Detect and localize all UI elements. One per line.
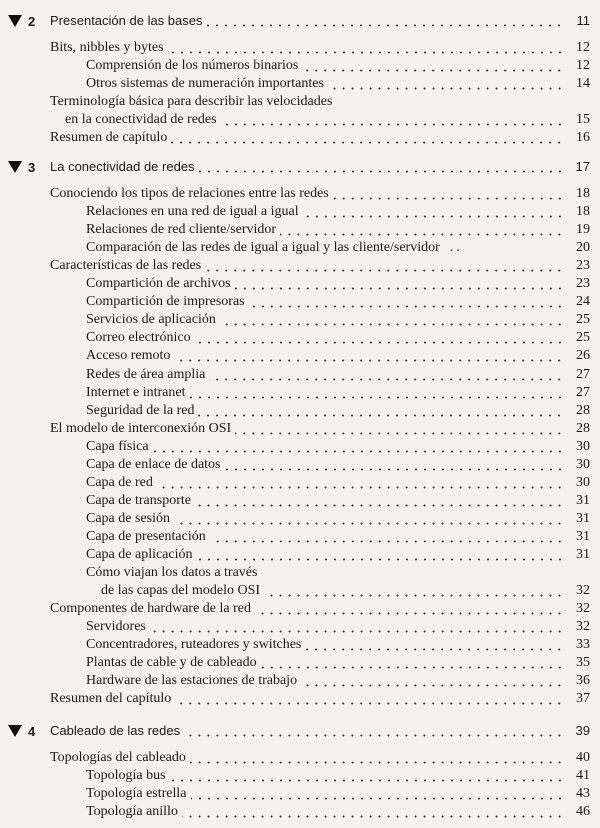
toc-subsection-entry [86, 239, 590, 257]
toc-subsection-entry-page-number: 31 [576, 528, 590, 544]
toc-subsection-entry-page-number: 23 [576, 276, 590, 292]
toc-subsection-entry-page-number: 27 [576, 384, 590, 400]
toc-subsection-entry [86, 510, 590, 528]
toc-subsection-entry-text: Compartición de impresoras [86, 294, 245, 310]
toc-section-entry-text: Componentes de hardware de la red [50, 601, 251, 617]
toc-subsection-entry [86, 366, 590, 384]
toc-section-entry-page-number: 37 [576, 691, 590, 707]
toc-subsection-entry [86, 546, 590, 564]
toc-subsection-entry-text: Plantas de cable y de cableado [86, 655, 257, 671]
chapter-title-row [50, 158, 590, 176]
toc-subsection-entry-text: Hardware de las estaciones de trabajo [86, 673, 298, 689]
toc-section-entry-text: en la conectividad de redes [65, 112, 217, 128]
toc-section-entry-text: Conociendo los tipos de relaciones entre las redes [50, 186, 329, 201]
toc-subsection-entry-text: Acceso remoto [86, 348, 171, 364]
toc-subsection-entry-leader-dots [198, 403, 564, 417]
toc-section-entry-text: Resumen del capítulo [50, 691, 172, 707]
toc-section-entry-text: Topologías del cableado [50, 750, 186, 765]
toc-subsection-entry-text: Internet e intranet [86, 384, 186, 400]
toc-subsection-entry [86, 221, 590, 239]
toc-subsection-entry-page-number: 25 [576, 312, 590, 328]
toc-subsection-entry [86, 311, 590, 329]
toc-subsection-entry-text: Topología estrella [86, 786, 187, 802]
toc-subsection-entry-leader-dots [210, 529, 564, 543]
toc-subsection-entry-text: Capa de aplicación [86, 547, 193, 562]
chapter-title-row-page-number: 17 [575, 159, 590, 174]
toc-subsection-entry-text: Compartición de archivos [86, 276, 231, 292]
toc-subsection-entry [86, 528, 590, 546]
toc-subsection-entry-page-number: 32 [576, 619, 590, 635]
toc-subsection-entry-leader-dots [150, 619, 564, 633]
toc-section-entry-page-number: 28 [576, 420, 590, 436]
toc-subsection-entry-leader-dots [302, 58, 564, 72]
toc-subsection-entry-leader-dots [197, 547, 564, 561]
chapter-number: 3 [28, 160, 36, 175]
toc-subsection-entry-page-number: 31 [576, 510, 590, 526]
toc-subsection-entry-page-number: 27 [576, 366, 590, 382]
toc-subsection-entry-page-number: 26 [576, 348, 590, 364]
toc-subsection-entry-text: Correo electrónico [86, 330, 191, 346]
toc-subsection-entry-leader-dots [153, 439, 564, 453]
toc-subsection-entry-leader-dots [191, 786, 565, 800]
toc-subsection-entry-first-line: Cómo viajan los datos a través [86, 565, 258, 581]
toc-section-entry-text: Bits, nibbles y bytes [50, 40, 164, 55]
toc-subsection-entry-text: Comprensión de los números binarios [86, 58, 299, 74]
toc-subsection-entry-leader-dots [249, 294, 564, 308]
toc-subsection-entry-text: Otros sistemas de numeración importantes [86, 76, 324, 92]
toc-subsection-entry [86, 767, 590, 785]
triangle-down-icon [8, 161, 22, 173]
toc-subsection-entry-text: Relaciones de red cliente/servidor [86, 222, 277, 238]
toc-subsection-entry-text: Topología anillo [86, 804, 178, 820]
toc-subsection-entry-page-number: 30 [576, 438, 590, 454]
toc-section-entry [50, 749, 590, 767]
toc-subsection-entry-text: Seguridad de la red [86, 402, 195, 418]
toc-section-entry-leader-dots [190, 750, 564, 764]
toc-subsection-entry-page-number: 20 [576, 240, 590, 256]
chapter-title-row [50, 12, 590, 30]
toc-subsection-entry-page-number: 32 [576, 583, 590, 599]
toc-section-entry [50, 129, 590, 147]
toc-subsection-entry-text: Relaciones en una red de igual a igual [86, 204, 299, 220]
toc-subsection-entry-text: Capa física [86, 438, 149, 454]
toc-subsection-entry-leader-dots [328, 76, 564, 90]
toc-section-entry-leader-dots [175, 691, 564, 705]
toc-subsection-entry-leader-dots [261, 655, 564, 669]
chapter-title-row-page-number: 11 [576, 13, 590, 28]
toc-section-entry-leader-dots [171, 130, 564, 144]
toc-subsection-entry-leader-dots [280, 222, 564, 236]
toc-subsection-entry-text: Capa de enlace de datos [86, 456, 221, 472]
toc-section-entry-leader-dots [235, 421, 564, 435]
toc-section-entry-first-line: Terminología básica para describir las velocidades [50, 94, 333, 110]
toc-subsection-entry-leader-dots [209, 367, 564, 381]
triangle-down-icon [8, 725, 22, 737]
chapter-title-row-leader-dots [184, 723, 564, 737]
toc-section-entry [50, 690, 590, 708]
toc-subsection-entry-page-number: 43 [576, 786, 590, 802]
toc-subsection-entry [86, 456, 590, 474]
toc-subsection-entry [86, 654, 590, 672]
toc-section-entry-leader-dots [255, 601, 564, 615]
toc-subsection-entry-text: Capa de presentación [86, 528, 206, 544]
toc-subsection-entry [86, 75, 590, 93]
toc-subsection-entry [86, 636, 590, 654]
toc-section-entry-page-number: 40 [576, 750, 590, 765]
toc-section-entry-page-number: 16 [576, 130, 590, 146]
toc-subsection-entry-leader-dots [305, 637, 564, 651]
toc-subsection-entry-text: de las capas del modelo OSI [101, 583, 261, 599]
toc-subsection-entry [86, 293, 590, 311]
triangle-down-icon [8, 15, 22, 27]
toc-subsection-entry-leader-dots [174, 511, 564, 525]
toc-section-entry [65, 111, 590, 129]
chapter-title-row [50, 722, 590, 740]
toc-section-entry [50, 600, 590, 618]
toc-subsection-entry-page-number: 19 [576, 222, 590, 238]
toc-section-entry-leader-dots [205, 258, 564, 272]
toc-subsection-entry [86, 474, 590, 492]
chapter-title-row-text: Cableado de las redes [50, 723, 181, 738]
toc-section-entry-text: Características de las redes [50, 258, 202, 274]
toc-section-entry-page-number: 15 [576, 112, 590, 128]
toc-section-entry-leader-dots [333, 186, 564, 200]
toc-section-entry-page-number: 12 [576, 40, 590, 55]
toc-subsection-entry [86, 618, 590, 636]
toc-subsection-entry [86, 492, 590, 510]
toc-subsection-entry-leader-dots [170, 768, 564, 782]
toc-subsection-entry-page-number: 46 [576, 804, 590, 820]
toc-subsection-entry [86, 203, 590, 221]
toc-subsection-entry-text: Capa de red [86, 474, 153, 490]
toc-subsection-entry-leader-dots [220, 312, 564, 326]
toc-section-entry-leader-dots [221, 112, 564, 126]
toc-subsection-entry [86, 275, 590, 293]
toc-section-entry-page-number: 32 [576, 601, 590, 617]
toc-section-entry-leader-dots [168, 40, 564, 54]
toc-subsection-entry-page-number: 30 [576, 456, 590, 472]
toc-subsection-entry-page-number: 12 [576, 58, 590, 74]
toc-subsection-entry-leader-dots [190, 385, 564, 399]
chapter-number: 4 [28, 724, 36, 739]
toc-subsection-entry-page-number: 31 [576, 547, 590, 562]
toc-subsection-entry-page-number: 35 [576, 655, 590, 671]
toc-subsection-entry-page-number: 31 [576, 492, 590, 508]
toc-subsection-entry-text: Capa de sesión [86, 510, 170, 526]
toc-subsection-entry-text: Servicios de aplicación [86, 312, 216, 328]
chapter-title-row-page-number: 39 [575, 723, 590, 738]
chapter-title-row-leader-dots [206, 13, 564, 27]
toc-subsection-entry-page-number: 28 [576, 402, 590, 418]
toc-subsection-entry-leader-dots [195, 330, 564, 344]
toc-subsection-entry-page-number: 25 [576, 330, 590, 346]
toc-subsection-entry [86, 438, 590, 456]
toc-subsection-entry [86, 402, 590, 420]
toc-section-entry-text: Resumen de capítulo [50, 130, 168, 146]
toc-subsection-entry-page-number: 18 [576, 204, 590, 220]
toc-subsection-entry-trail: .. [449, 240, 463, 256]
toc-subsection-entry [86, 347, 590, 365]
toc-subsection-entry-leader-dots [264, 583, 564, 597]
toc-subsection-entry [86, 384, 590, 402]
toc-subsection-entry-page-number: 14 [576, 76, 590, 92]
toc-section-entry-page-number: 18 [576, 186, 590, 201]
toc-subsection-entry [86, 785, 590, 803]
toc-subsection-entry-leader-dots [301, 673, 564, 687]
toc-subsection-entry-leader-dots [157, 475, 564, 489]
toc-subsection-entry [101, 582, 590, 600]
toc-subsection-entry-leader-dots [182, 804, 564, 818]
toc-section-entry-text: El modelo de interconexión OSI [50, 420, 232, 436]
toc-subsection-entry-text: Redes de área amplia [86, 366, 206, 382]
chapter-title-row-text: La conectividad de redes [50, 159, 195, 174]
toc-section-entry [50, 257, 590, 275]
chapter-number: 2 [28, 14, 36, 29]
toc-subsection-entry-text: Concentradores, ruteadores y switches [86, 637, 302, 653]
toc-subsection-entry-page-number: 24 [576, 294, 590, 310]
chapter-title-row-leader-dots [199, 159, 564, 173]
toc-subsection-entry-leader-dots [195, 493, 564, 507]
chapter-title-row-text: Presentación de las bases [50, 13, 203, 28]
toc-subsection-entry-leader-dots [174, 348, 564, 362]
toc-section-entry [50, 185, 590, 203]
toc-subsection-entry-leader-dots [225, 457, 565, 471]
toc-subsection-entry [86, 672, 590, 690]
toc-section-entry-page-number: 23 [576, 258, 590, 274]
toc-subsection-entry [86, 57, 590, 75]
toc-subsection-entry [86, 329, 590, 347]
toc-section-entry [50, 420, 590, 438]
toc-subsection-entry-page-number: 41 [576, 768, 590, 784]
toc-section-entry [50, 39, 590, 57]
toc-subsection-entry-leader-dots [235, 276, 564, 290]
toc-subsection-entry-text: Topología bus [86, 768, 166, 784]
toc-subsection-entry-leader-dots [303, 204, 564, 218]
toc-subsection-entry [86, 803, 590, 821]
toc-subsection-entry-text: Comparación de las redes de igual a igual y las cliente/servidor [86, 240, 440, 256]
toc-subsection-entry-page-number: 36 [576, 673, 590, 689]
toc-subsection-entry-page-number: 33 [576, 637, 590, 653]
toc-subsection-entry-text: Capa de transporte [86, 492, 191, 508]
toc-subsection-entry-page-number: 30 [576, 474, 590, 490]
toc-subsection-entry-text: Servidores [86, 619, 146, 635]
